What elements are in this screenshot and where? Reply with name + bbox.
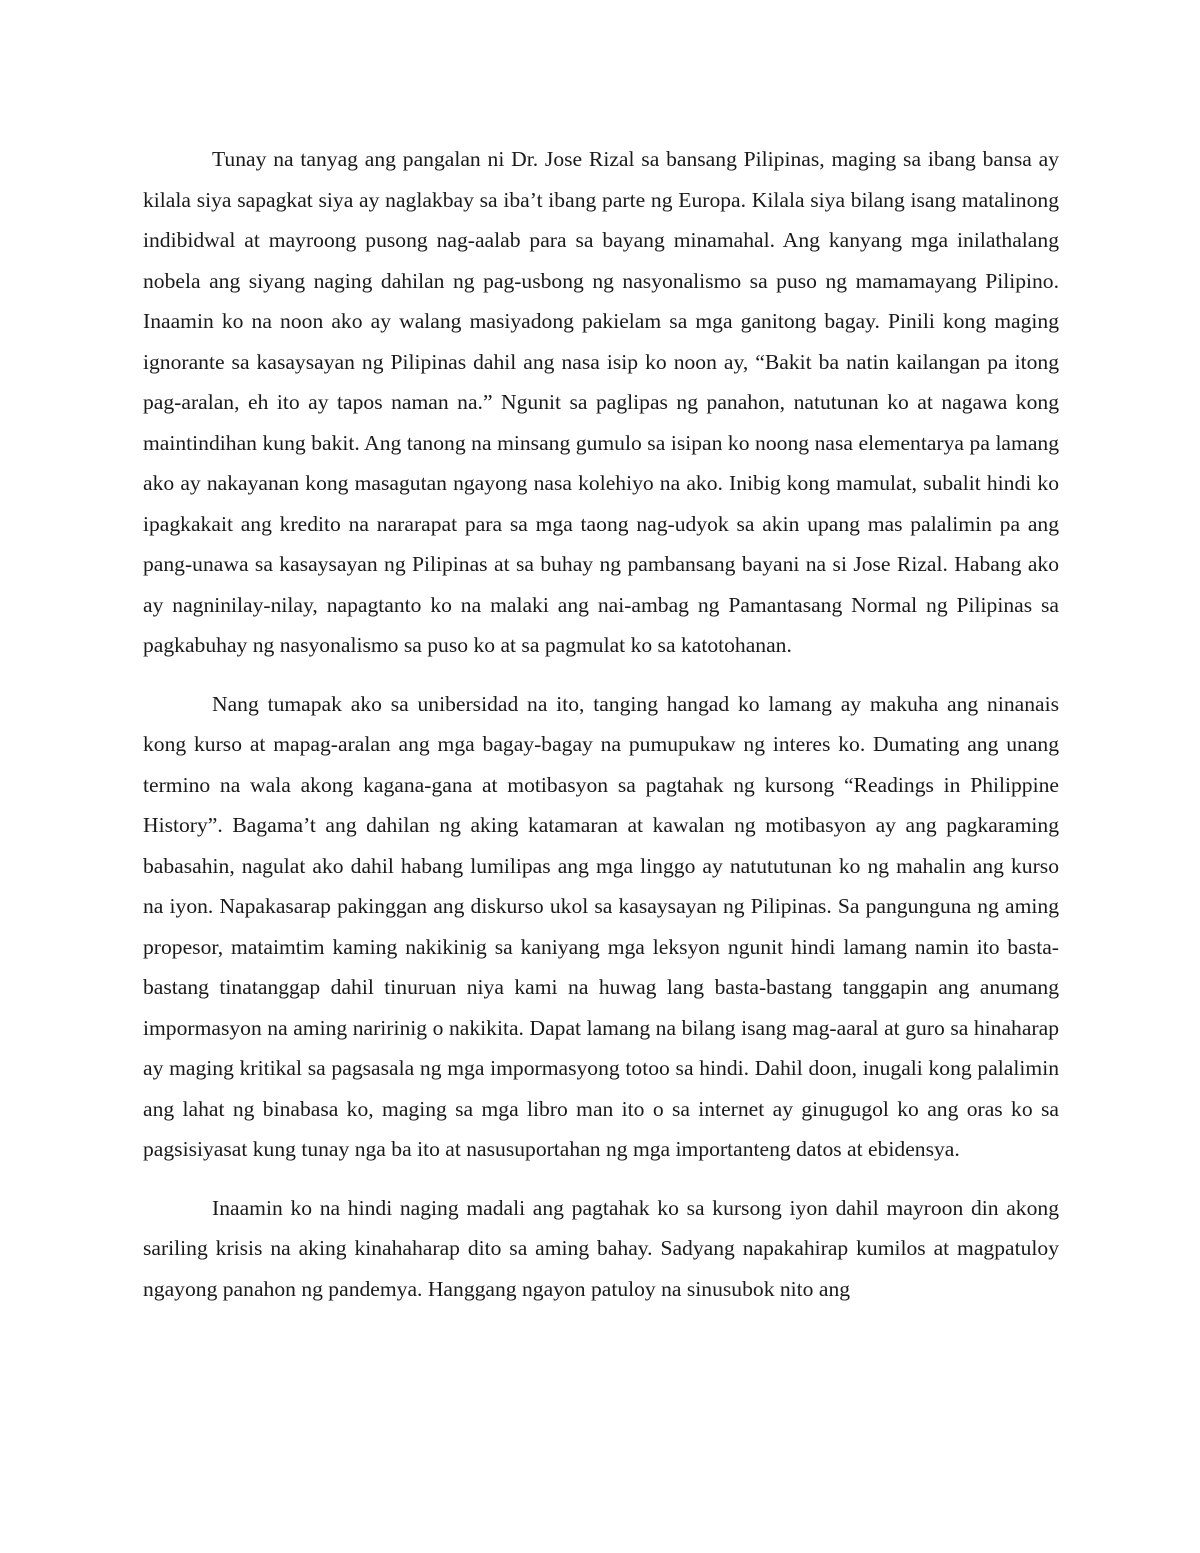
paragraph-1: Tunay na tanyag ang pangalan ni Dr. Jose Rizal sa bansang Pilipinas, maging sa ibang bansa ay kilala siya sapagkat siya ay naglakbay sa iba’t ibang parte ng Europa. Kilala siya bilang isang matalinong indibidwal at mayroong pusong nag-aalab para sa bayang minamahal. Ang kanyang mga inilathalang nobela ang siyang naging dahilan ng pag-usbong ng nasyonalismo sa puso ng mamamayang Pilipino. Inaamin ko na noon ako ay walang masiyadong pakielam sa mga ganitong bagay. Pinili kong maging ignorante sa kasaysayan ng Pilipinas dahil ang nasa isip ko noon ay, “Bakit ba natin kailangan pa itong pag-aralan, eh ito ay tapos naman na.” Ngunit sa paglipas ng panahon, natutunan ko at nagawa kong maintindihan kung bakit. Ang tanong na minsang gumulo sa isipan ko noong nasa elementarya pa lamang ako ay nakayanan kong masagutan ngayong nasa kolehiyo na ako. Inibig kong mamulat, subalit hindi ko ipagkakait ang kredito na nararapat para sa mga taong nag-udyok sa akin upang mas palalimin pa ang pang-unawa sa kasaysayan ng Pilipinas at sa buhay ng pambansang bayani na si Jose Rizal. Habang ako ay nagninilay-nilay, napagtanto ko na malaki ang nai-ambag ng Pamantasang Normal ng Pilipinas sa pagkabuhay ng nasyonalismo sa puso ko at sa pagmulat ko sa katotohanan. xyxy=(143,147,1059,657)
essay-body xyxy=(143,139,1059,1309)
paragraph-3: Inaamin ko na hindi naging madali ang pagtahak ko sa kursong iyon dahil mayroon din akong sariling krisis na aking kinahaharap dito sa aming bahay. Sadyang napakahirap kumilos at magpatuloy ngayong panahon ng pandemya. Hanggang ngayon patuloy na sinusubok nito ang xyxy=(143,1195,1059,1301)
paragraph-2: Nang tumapak ako sa unibersidad na ito, tanging hangad ko lamang ay makuha ang ninanais kong kurso at mapag-aralan ang mga bagay-bagay na pumupukaw ng interes ko. Dumating ang unang termino na wala akong kagana-gana at motibasyon sa pagtahak ng kursong “Readings in Philippine History”. Bagama’t ang dahilan ng aking katamaran at kawalan ng motibasyon ay ang pagkaraming babasahin, nagulat ako dahil habang lumilipas ang mga linggo ay natututunan ko ng mahalin ang kurso na iyon. Napakasarap pakinggan ang diskurso ukol sa kasaysayan ng Pilipinas. Sa pangunguna ng aming propesor, mataimtim kaming nakikinig sa kaniyang mga leksyon ngunit hindi lamang namin ito basta-bastang tinatanggap dahil tinuruan niya kami na huwag lang basta-bastang tanggapin ang anumang impormasyon na aming naririnig o nakikita. Dapat lamang na bilang isang mag-aaral at guro sa hinaharap ay maging kritikal sa pagsasala ng mga impormasyong totoo sa hindi. Dahil doon, inugali kong palalimin ang lahat ng binabasa ko, maging sa mga libro man ito o sa internet ay ginugugol ko ang oras ko sa pagsisiyasat kung tunay nga ba ito at nasusuportahan ng mga importanteng datos at ebidensya. xyxy=(143,691,1059,1161)
